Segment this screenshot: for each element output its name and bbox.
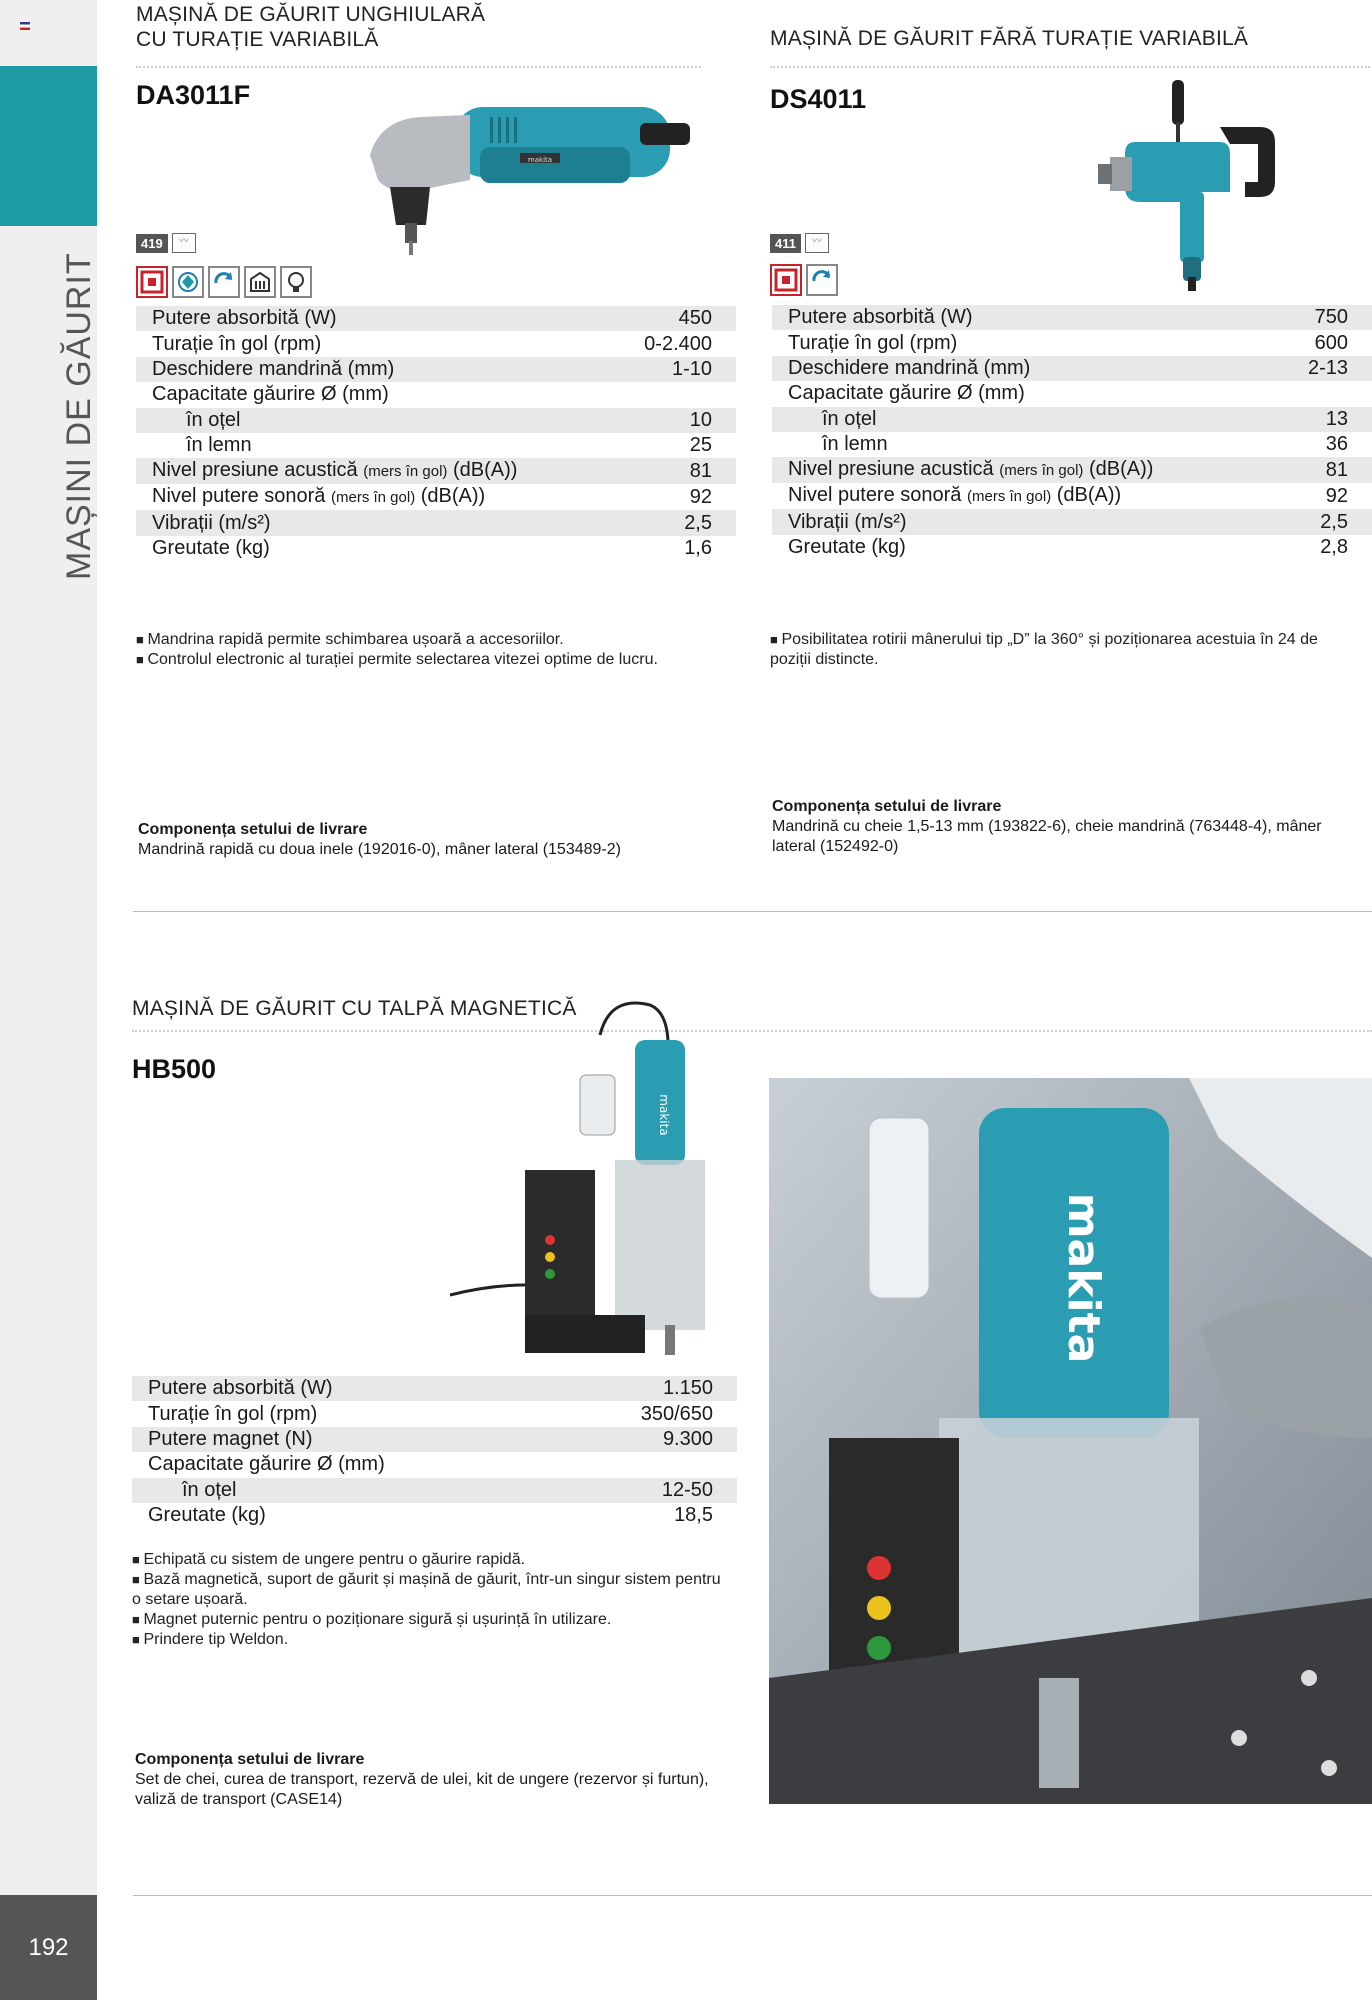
spec-row: Nivel presiune acustică (mers în gol) (dB(A)) 81 xyxy=(136,458,736,484)
reverse-rotation-icon xyxy=(208,266,240,298)
product-2-model: DS4011 xyxy=(770,84,867,114)
double-insulation-icon xyxy=(136,266,168,298)
spec-row: în lemn 25 xyxy=(186,434,712,457)
reverse-rotation-icon xyxy=(806,264,838,296)
delivery-text: Mandrină rapidă cu doua inele (192016-0), mâner lateral (153489-2) xyxy=(138,841,621,858)
spec-row: Deschidere mandrină (mm) 1-10 xyxy=(136,357,736,382)
product-3-features xyxy=(132,1550,732,1650)
delivery-title: Componența setului de livrare xyxy=(138,821,368,838)
catalog-code-badge: 419 xyxy=(136,234,168,253)
product-3-delivery xyxy=(135,1750,725,1810)
spec-row: Capacitate găurire Ø (mm) xyxy=(788,382,1025,405)
product-3-spec-table xyxy=(132,1376,737,1528)
spec-row: în lemn 36 xyxy=(822,433,1348,456)
feature-item: ■ Bază magnetică, suport de găurit și mașină de găurit, într-un singur sistem pentru o setare ușoară. xyxy=(132,1570,732,1610)
product-1-delivery xyxy=(138,820,738,860)
delivery-title: Componența setului de livrare xyxy=(135,1751,365,1768)
spec-row: Putere absorbită (W) 750 xyxy=(772,305,1372,330)
divider xyxy=(136,66,701,68)
spec-row: Nivel putere sonoră (mers în gol) (dB(A)) 92 xyxy=(788,484,1348,507)
product-2-badge-row xyxy=(770,233,829,253)
product-1-spec-table xyxy=(136,306,736,561)
product-3-image xyxy=(440,995,740,1365)
section-divider xyxy=(133,911,1372,912)
feature-item: ■ Posibilitatea rotirii mânerului tip „D” la 360° și poziționarea acestuia în 24 de poziții distincte. xyxy=(770,630,1350,670)
product-3-model: HB500 xyxy=(132,1054,217,1084)
feature-item: ■ Echipată cu sistem de ungere pentru o găurire rapidă. xyxy=(132,1550,732,1570)
spec-row: în oțel 13 xyxy=(772,407,1372,432)
product-2-title: MAȘINĂ DE GĂURIT FĂRĂ TURAȚIE VARIABILĂ xyxy=(770,27,1249,50)
divider xyxy=(132,1030,1372,1032)
spec-row: Putere absorbită (W) 1.150 xyxy=(132,1376,737,1401)
spec-row: Putere absorbită (W) 450 xyxy=(136,306,736,331)
double-insulation-icon xyxy=(770,264,802,296)
spec-row: în oțel 10 xyxy=(136,408,736,433)
spec-row: Turație în gol (rpm) 350/650 xyxy=(148,1402,713,1425)
product-1-image xyxy=(360,95,700,265)
product-3-title: MAȘINĂ DE GĂURIT CU TALPĂ MAGNETICĂ xyxy=(132,997,577,1020)
product-1-feature-icons xyxy=(136,266,312,298)
spec-row: Greutate (kg) 2,8 xyxy=(788,535,1348,558)
spec-row: în oțel 12-50 xyxy=(132,1478,737,1503)
feature-item: ■ Mandrina rapidă permite schimbarea ușoară a accesoriilor. xyxy=(136,630,736,650)
spec-row: Deschidere mandrină (mm) 2-13 xyxy=(772,356,1372,381)
product-3-action-photo xyxy=(769,1078,1372,1804)
product-2-spec-table xyxy=(772,305,1372,560)
product-2-features xyxy=(770,630,1350,670)
spec-row: Capacitate găurire Ø (mm) xyxy=(148,1453,385,1476)
delivery-title: Componența setului de livrare xyxy=(772,798,1002,815)
spec-row: Vibrații (m/s²) 2,5 xyxy=(772,509,1372,534)
product-1-model: DA3011F xyxy=(136,80,251,110)
brand-logo: makita xyxy=(1058,1192,1109,1364)
spec-row: Turație în gol (rpm) 600 xyxy=(788,331,1348,354)
feature-item: ■ Controlul electronic al turației permite selectarea vitezei optime de lucru. xyxy=(136,650,736,670)
product-1-features xyxy=(136,630,736,670)
led-light-icon xyxy=(280,266,312,298)
section-divider xyxy=(133,1895,1372,1896)
spec-row: Vibrații (m/s²) 2,5 xyxy=(136,510,736,535)
page-number: 192 xyxy=(0,1895,97,2000)
product-2-image xyxy=(1080,72,1280,297)
spec-row: Turație în gol (rpm) 0-2.400 xyxy=(152,332,712,355)
flag-icon xyxy=(20,22,30,30)
vibration-icon: 〰 xyxy=(172,233,196,253)
delivery-text: Mandrină cu cheie 1,5-13 mm (193822-6), cheie mandrină (763448-4), mâner lateral (152492-0) xyxy=(772,818,1322,855)
divider xyxy=(770,66,1370,68)
product-1-title: MAȘINĂ DE GĂURIT UNGHIULARĂ CU TURAȚIE VARIABILĂ xyxy=(136,3,486,51)
sidebar-accent-block xyxy=(0,66,97,226)
spec-row: Nivel putere sonoră (mers în gol) (dB(A)) 92 xyxy=(152,485,712,508)
brand-logo: makita xyxy=(657,1094,671,1136)
building-icon xyxy=(244,266,276,298)
product-2-feature-icons xyxy=(770,264,838,296)
feature-item: ■ Magnet puternic pentru o poziționare sigură și ușurință în utilizare. xyxy=(132,1610,732,1630)
delivery-text: Set de chei, curea de transport, rezervă de ulei, kit de ungere (rezervor și furtun), valiză de transport (CASE14) xyxy=(135,1771,709,1808)
feature-item: ■ Prindere tip Weldon. xyxy=(132,1630,732,1650)
spec-row: Greutate (kg) 1,6 xyxy=(152,536,712,559)
electronic-control-icon xyxy=(172,266,204,298)
spec-row: Greutate (kg) 18,5 xyxy=(148,1504,713,1527)
product-1-badge-row xyxy=(136,233,196,253)
brand-logo: makita xyxy=(527,156,553,164)
catalog-code-badge: 411 xyxy=(770,234,801,253)
vibration-icon: 〰 xyxy=(805,233,829,253)
sidebar-category-label: MAȘINI DE GĂURIT xyxy=(60,252,98,580)
product-2-delivery xyxy=(772,797,1342,857)
spec-row: Capacitate găurire Ø (mm) xyxy=(152,383,389,406)
spec-row: Nivel presiune acustică (mers în gol) (dB(A)) 81 xyxy=(772,457,1372,483)
spec-row: Putere magnet (N) 9.300 xyxy=(132,1427,737,1452)
